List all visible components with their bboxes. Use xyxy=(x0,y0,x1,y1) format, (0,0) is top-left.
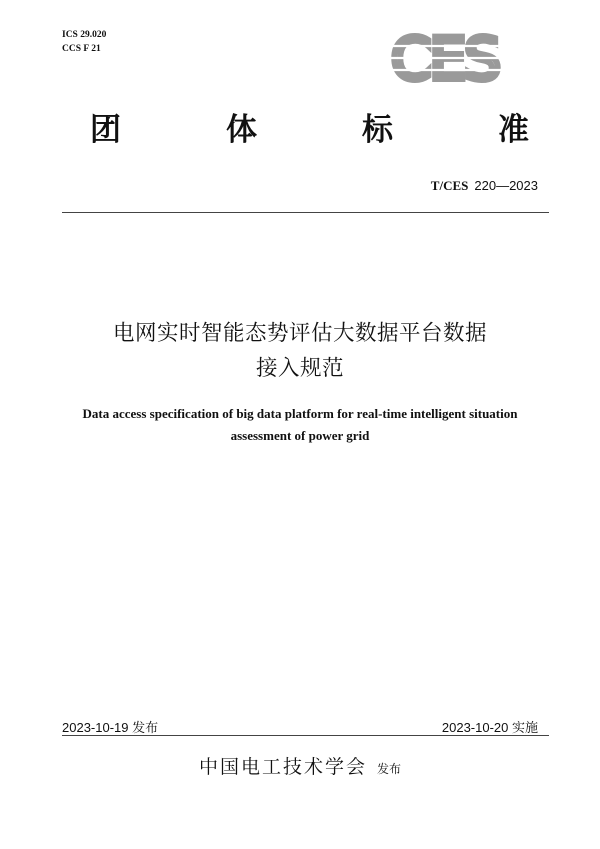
standard-type-char: 准 xyxy=(498,112,530,148)
ics-code: ICS 29.020 xyxy=(62,30,107,40)
publisher-action: 发布 xyxy=(377,762,402,776)
standard-number-value: 220—2023 xyxy=(474,178,538,193)
top-divider xyxy=(62,212,549,213)
standard-type-char: 体 xyxy=(226,112,258,148)
implement-date: 2023-10-20 实施 xyxy=(441,720,538,735)
standard-type-heading xyxy=(90,104,530,149)
title-cn-line-1: 电网实时智能态势评估大数据平台数据 xyxy=(112,321,487,346)
standard-type-char: 团 xyxy=(90,112,122,148)
title-en-line-1: Data access specification of big data platform for real-time intelligent situation xyxy=(82,406,518,421)
standard-type-char: 标 xyxy=(362,112,394,148)
ccs-code: CCS F 21 xyxy=(62,44,101,54)
standard-number-prefix: T/CES xyxy=(430,178,469,193)
publisher xyxy=(0,752,600,779)
standard-number xyxy=(431,178,538,194)
title-cn-line-2: 接入规范 xyxy=(255,356,344,381)
logo-text: CES xyxy=(391,28,499,86)
publisher-org: 中国电工技术学会 xyxy=(198,756,367,778)
title-en-line-2: assessment of power grid xyxy=(230,428,370,443)
bottom-divider xyxy=(62,735,549,736)
ces-logo xyxy=(378,28,512,86)
publish-date: 2023-10-19 发布 xyxy=(62,720,159,735)
